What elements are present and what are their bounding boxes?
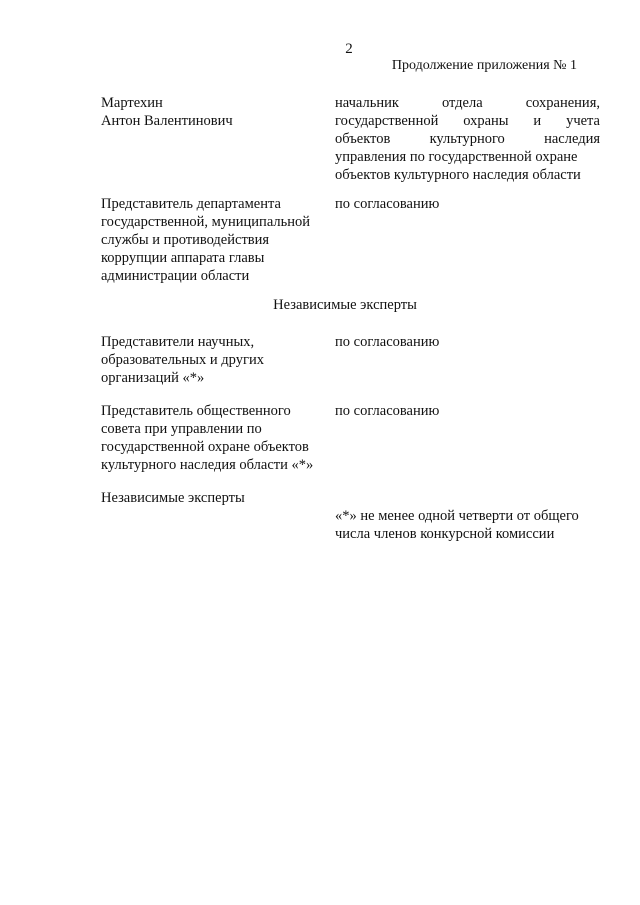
member-given-names: Антон Валентинович: [101, 113, 233, 129]
word: культурного: [429, 131, 505, 147]
member-position: [335, 94, 600, 184]
word: и: [533, 113, 542, 129]
footnote-line: числа членов конкурсной комиссии: [335, 526, 555, 542]
representative-line: организаций «*»: [101, 370, 205, 386]
footnote-line: «*» не менее одной четверти от общего: [335, 508, 579, 524]
approval-note: по согласованию: [335, 196, 440, 212]
representative-line: службы и противодействия: [101, 232, 270, 248]
position-line: объектов культурного наследия области: [335, 167, 581, 183]
position-line: управления по государственной охране: [335, 149, 578, 165]
representative-line: образовательных и других: [101, 352, 264, 368]
member-representative: [101, 402, 326, 474]
approval-note: по согласованию: [335, 334, 440, 350]
word: отдела: [441, 95, 483, 111]
word: охраны: [463, 113, 509, 129]
representative-line: государственной, муниципальной: [101, 214, 310, 230]
word: сохранения,: [525, 95, 600, 111]
representative-line: культурного наследия области «*»: [101, 457, 314, 473]
page-number: 2: [345, 41, 353, 57]
approval-note: по согласованию: [335, 403, 440, 419]
section-heading: Независимые эксперты: [273, 297, 417, 313]
word: наследия: [544, 131, 600, 147]
word: государственной: [335, 113, 439, 129]
representative-line: Представитель общественного: [101, 403, 291, 419]
representative-line: Представители научных,: [101, 334, 255, 350]
word: начальник: [335, 95, 399, 111]
representative-line: совета при управлении по: [101, 421, 262, 437]
representative-line: государственной охране объектов: [101, 439, 309, 455]
word: учета: [566, 113, 600, 129]
position-line: [335, 130, 600, 148]
member-representative: [101, 195, 326, 285]
position-line: [335, 94, 600, 112]
continuation-label: Продолжение приложения № 1: [391, 58, 577, 73]
word: объектов: [335, 131, 391, 147]
footnote: [335, 507, 600, 543]
position-line: [335, 112, 600, 130]
member-surname: Мартехин: [101, 95, 163, 111]
member-representative: [101, 333, 326, 387]
representative-line: администрации области: [101, 268, 250, 284]
footer-label: Независимые эксперты: [101, 490, 245, 506]
member-name: [101, 94, 326, 130]
representative-line: коррупции аппарата главы: [101, 250, 265, 266]
representative-line: Представитель департамента: [101, 196, 281, 212]
